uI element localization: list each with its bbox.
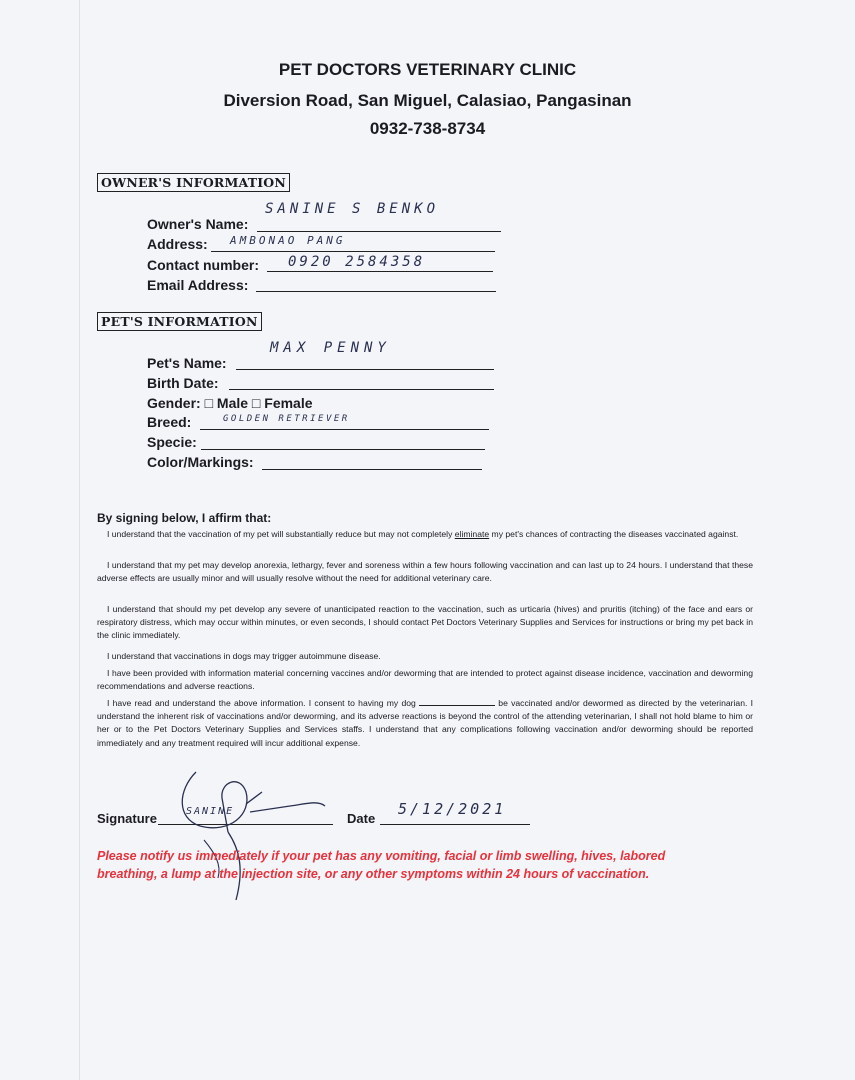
dog-name-blank[interactable] bbox=[419, 697, 495, 706]
color-markings-line bbox=[262, 469, 482, 470]
color-markings-label: Color/Markings: bbox=[147, 454, 254, 470]
contact-number-field[interactable]: 0920 2584358 bbox=[288, 254, 426, 270]
address-field[interactable]: AMBONAO PANG bbox=[230, 234, 346, 247]
signature-name[interactable]: SANINE bbox=[186, 806, 235, 817]
email-label: Email Address: bbox=[147, 277, 249, 293]
pet-name-label: Pet's Name: bbox=[147, 355, 227, 371]
affirmation-paragraph-6 bbox=[97, 697, 753, 750]
specie-label: Specie: bbox=[147, 434, 197, 450]
date-field[interactable]: 5/12/2021 bbox=[398, 800, 507, 818]
date-label: Date bbox=[347, 811, 376, 826]
affirmation-title: By signing below, I affirm that: bbox=[97, 511, 272, 525]
clinic-phone: 0932-738-8734 bbox=[369, 119, 486, 138]
affirmation-paragraph-1 bbox=[97, 528, 753, 541]
birth-date-label: Birth Date: bbox=[147, 375, 219, 391]
address-line bbox=[211, 251, 495, 252]
breed-label: Breed: bbox=[147, 414, 192, 430]
gender-label[interactable]: Gender: □ Male □ Female bbox=[147, 395, 313, 411]
email-line bbox=[256, 291, 496, 292]
contact-number-line bbox=[267, 271, 493, 272]
clinic-name: PET DOCTORS VETERINARY CLINIC bbox=[278, 60, 577, 79]
clinic-address: Diversion Road, San Miguel, Calasiao, Pangasinan bbox=[223, 91, 632, 110]
owner-section-title: OWNER'S INFORMATION bbox=[97, 173, 290, 192]
affirmation-paragraph-4: I understand that vaccinations in dogs may trigger autoimmune disease. bbox=[107, 651, 381, 661]
contact-number-label: Contact number: bbox=[147, 257, 259, 273]
p1-text-end: my pet's chances of contracting the diseases vaccinated against. bbox=[489, 529, 739, 539]
notice-text: Please notify us immediately if your pet has any vomiting, facial or limb swelling, hives, labored breathing, a lump at the injection site, or any other symptoms within 24 hours of vaccination. bbox=[97, 849, 666, 881]
birth-date-line bbox=[229, 389, 494, 390]
signature-line bbox=[158, 824, 333, 825]
pet-section-title: PET'S INFORMATION bbox=[97, 312, 262, 331]
p1-text: I understand that the vaccination of my pet will substantially reduce but may not completely bbox=[107, 529, 455, 539]
page-edge bbox=[79, 0, 80, 1080]
affirmation-paragraph-3: I understand that should my pet develop any severe of unanticipated reaction to the vaccination, such as urticaria (hives) and pruritis (itching) of the face and ears or respiratory distress, which may occur within minutes, or even seconds, I should contact Pet Doctors Veterinary Supplies and Services for instructions or bring my pet back in the clinic immediately. bbox=[97, 604, 753, 641]
p1-underlined-word: eliminate bbox=[454, 529, 490, 539]
breed-line bbox=[200, 429, 489, 430]
pet-name-field[interactable]: MAX PENNY bbox=[270, 340, 391, 356]
breed-field[interactable]: GOLDEN RETRIEVER bbox=[223, 414, 350, 424]
owner-name-label: Owner's Name: bbox=[147, 216, 249, 232]
p6-text-end: be vaccinated and/or dewormed as directed by the veterinarian. I understand the inherent risk of vaccinations and/or deworming, and its adverse reactions is beyond the control of the attending veterinarian, I shall not hold blame to him or her or to the Pet Doctors Veterinary Supplies and Services staffs. I understand that any complications following vaccination and/or deworming should be reported immediately and any treatment required will incur additional expense. bbox=[97, 698, 753, 748]
pet-name-line bbox=[236, 369, 494, 370]
signature-label: Signature bbox=[97, 811, 157, 826]
address-label: Address: bbox=[147, 236, 208, 252]
owner-name-field[interactable]: SANINE S BENKO bbox=[265, 201, 440, 217]
specie-line bbox=[201, 449, 485, 450]
affirmation-paragraph-5: I have been provided with information material concerning vaccines and/or deworming that are intended to protect against disease incidence, vaccination and deworming recommendations and adverse reactions. bbox=[97, 668, 753, 692]
p6-text: I have read and understand the above information. I consent to having my dog bbox=[107, 698, 420, 708]
affirmation-paragraph-2: I understand that my pet may develop anorexia, lethargy, fever and soreness within a few hours following vaccination and can last up to 24 hours. I understand that these adverse effects are usually minor and will usually resolve without the need for additional veterinary care. bbox=[97, 560, 753, 584]
owner-name-line bbox=[257, 231, 501, 232]
date-line bbox=[380, 824, 530, 825]
